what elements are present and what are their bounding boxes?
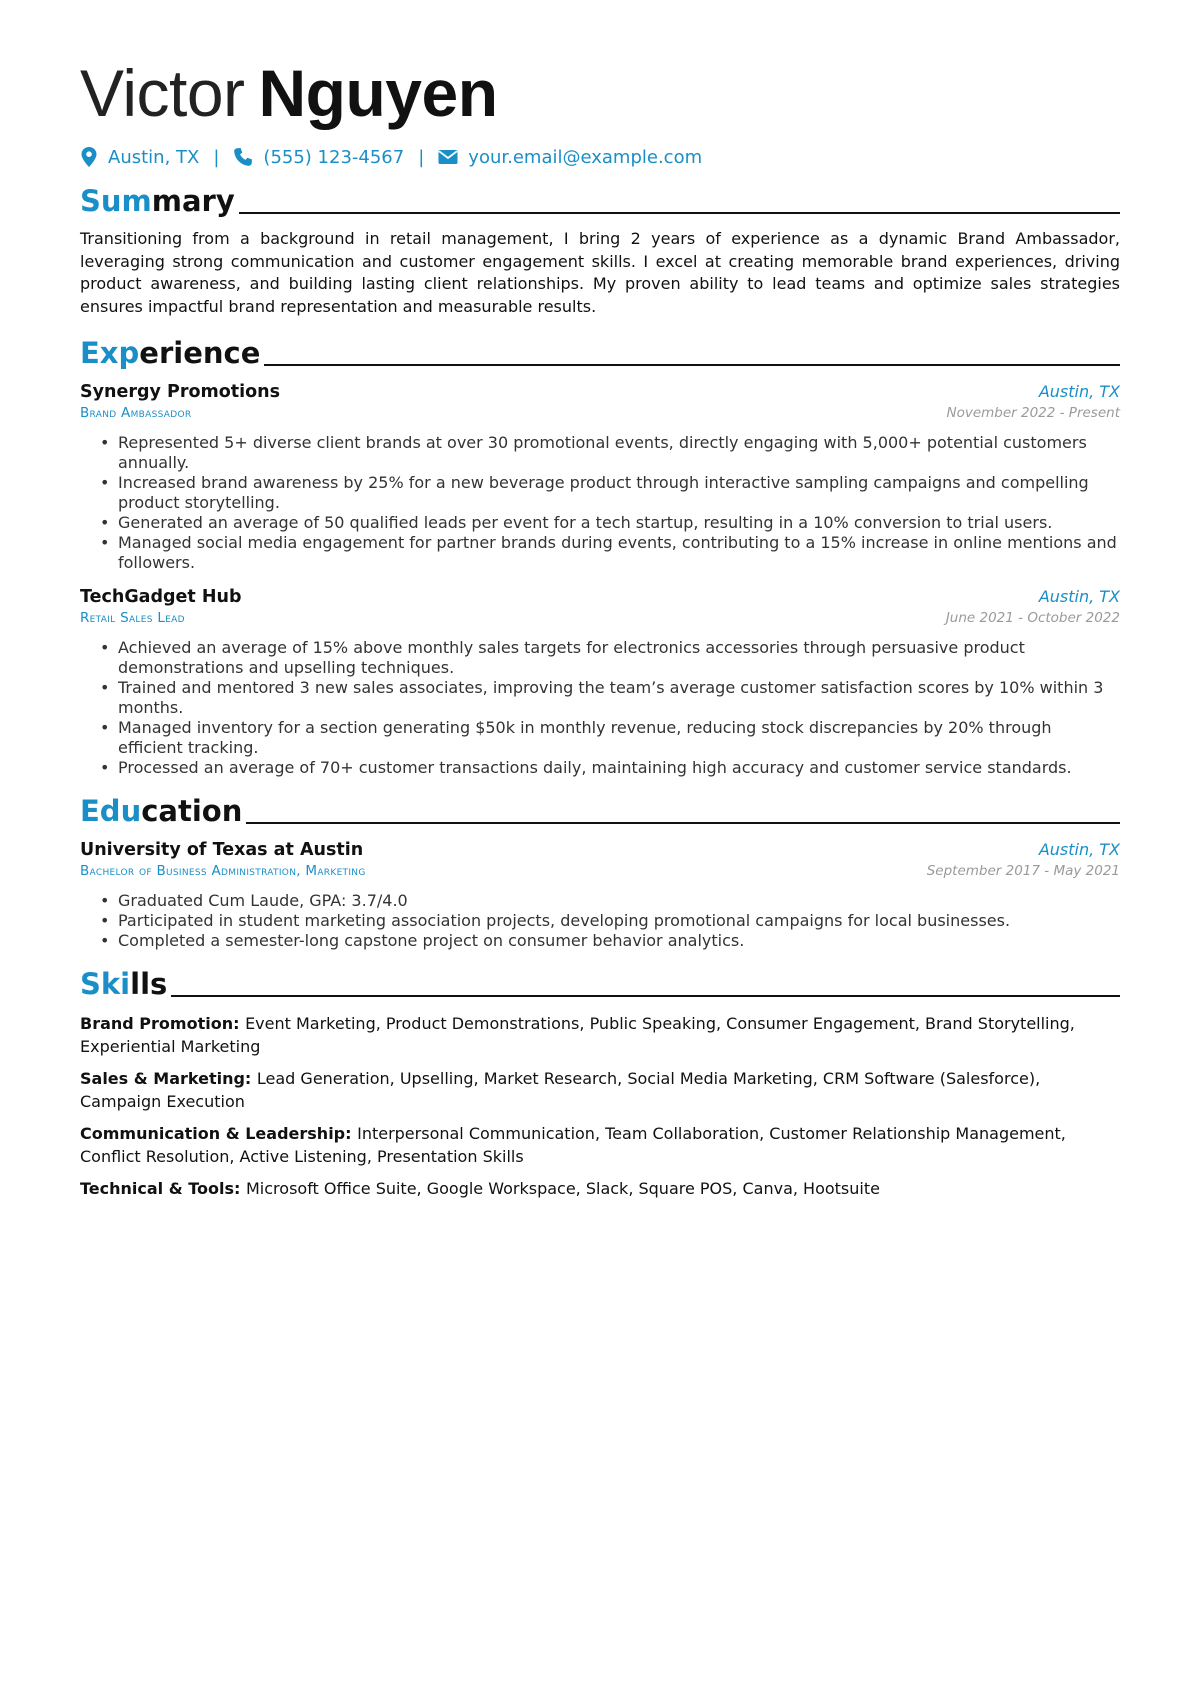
school-location: Austin, TX [1038, 840, 1120, 859]
list-item: • Increased brand awareness by 25% for a new beverage product through interactive sampling campaigns and compelling product storytelling. [100, 473, 1120, 513]
job-dates: November 2022 - Present [946, 405, 1120, 421]
experience-entry [80, 382, 1120, 573]
job-title: Brand Ambassador [80, 405, 192, 421]
skill-group [80, 1123, 1120, 1168]
phone-text[interactable]: (555) 123-4567 [263, 146, 405, 168]
candidate-name [80, 40, 1120, 130]
skill-list: Lead Generation, Upselling, Market Research, Social Media Marketing, CRM Software (Salesforce), Campaign Execution [80, 1069, 1041, 1111]
last-name: Nguyen [258, 56, 498, 130]
heading-rest: mary [151, 184, 235, 218]
job-location: Austin, TX [1038, 587, 1120, 606]
list-item: • Generated an average of 50 qualified leads per event for a tech startup, resulting in a 10% conversion to trial users. [100, 513, 1120, 533]
skill-list: Microsoft Office Suite, Google Workspace, Slack, Square POS, Canva, Hootsuite [246, 1179, 880, 1198]
heading-accent: Ski [80, 967, 131, 1001]
education-entry [80, 840, 1120, 951]
resume-page [80, 40, 1120, 1201]
contact-separator: | [418, 146, 425, 168]
experience-heading [80, 332, 1120, 368]
envelope-icon [438, 149, 458, 165]
list-item: • Managed social media engagement for partner brands during events, contributing to a 15% increase in online mentions and followers. [100, 533, 1120, 573]
list-item: • Trained and mentored 3 new sales associates, improving the team’s average customer satisfaction scores by 10% within 3 months. [100, 678, 1120, 718]
skill-group [80, 1013, 1120, 1058]
job-title: Retail Sales Lead [80, 610, 185, 626]
summary-text: Transitioning from a background in retail management, I bring 2 years of experience as a dynamic Brand Ambassador, leveraging strong communication and customer engagement skills. I excel at creating memorable brand experiences, driving product awareness, and building lasting client relationships. My proven ability to lead teams and optimize sales strategies ensures impactful brand representation and measurable results. [80, 229, 1120, 316]
heading-rule [239, 212, 1120, 214]
skill-list: Event Marketing, Product Demonstrations, Public Speaking, Consumer Engagement, Brand Storytelling, Experiential Marketing [80, 1014, 1075, 1056]
education-list [80, 891, 1120, 951]
skill-category: Technical & Tools: [80, 1179, 246, 1198]
list-item: • Managed inventory for a section generating $50k in monthly revenue, reducing stock discrepancies by 20% through efficient tracking. [100, 718, 1120, 758]
heading-rule [171, 995, 1120, 997]
heading-rest: erience [139, 336, 261, 370]
school-name: University of Texas at Austin [80, 840, 364, 860]
education-heading [80, 790, 1120, 826]
achievement-list [80, 638, 1120, 778]
company-name: TechGadget Hub [80, 587, 242, 607]
skill-category: Communication & Leadership: [80, 1124, 358, 1143]
skill-category: Brand Promotion: [80, 1014, 246, 1033]
heading-rest: lls [130, 967, 168, 1001]
job-location: Austin, TX [1038, 382, 1120, 401]
heading-accent: Edu [80, 794, 142, 828]
email-link[interactable]: your.email@example.com [468, 146, 703, 168]
map-pin-icon [80, 146, 98, 168]
degree: Bachelor of Business Administration, Marketing [80, 863, 366, 879]
contact-location [80, 146, 199, 168]
contact-separator: | [213, 146, 220, 168]
heading-rule [246, 822, 1120, 824]
skills-heading [80, 963, 1120, 999]
list-item: • Graduated Cum Laude, GPA: 3.7/4.0 [100, 891, 1120, 911]
skill-list: Interpersonal Communication, Team Collaboration, Customer Relationship Management, Conflict Resolution, Active Listening, Presentation Skills [80, 1124, 1066, 1166]
heading-rule [264, 364, 1120, 366]
skill-group [80, 1068, 1120, 1113]
list-item: • Completed a semester-long capstone project on consumer behavior analytics. [100, 931, 1120, 951]
skill-group [80, 1178, 1120, 1201]
list-item: • Achieved an average of 15% above monthly sales targets for electronics accessories through persuasive product demonstrations and upselling techniques. [100, 638, 1120, 678]
education-dates: September 2017 - May 2021 [926, 863, 1120, 879]
list-item: • Processed an average of 70+ customer transactions daily, maintaining high accuracy and customer service standards. [100, 758, 1120, 778]
heading-accent: Sum [80, 184, 152, 218]
phone-icon [233, 147, 253, 167]
achievement-list [80, 433, 1120, 573]
contact-bar [80, 144, 1120, 170]
experience-entry [80, 587, 1120, 778]
summary-heading [80, 180, 1120, 216]
company-name: Synergy Promotions [80, 382, 280, 402]
skill-category: Sales & Marketing: [80, 1069, 257, 1088]
first-name: Victor [80, 56, 245, 130]
contact-email[interactable] [438, 147, 702, 168]
list-item: • Participated in student marketing association projects, developing promotional campaigns for local businesses. [100, 911, 1120, 931]
list-item: • Represented 5+ diverse client brands at over 30 promotional events, directly engaging with 5,000+ potential customers annually. [100, 433, 1120, 473]
location-text: Austin, TX [108, 146, 200, 168]
job-dates: June 2021 - October 2022 [945, 610, 1120, 626]
contact-phone[interactable] [233, 147, 404, 168]
heading-rest: cation [141, 794, 243, 828]
heading-accent: Exp [80, 336, 140, 370]
